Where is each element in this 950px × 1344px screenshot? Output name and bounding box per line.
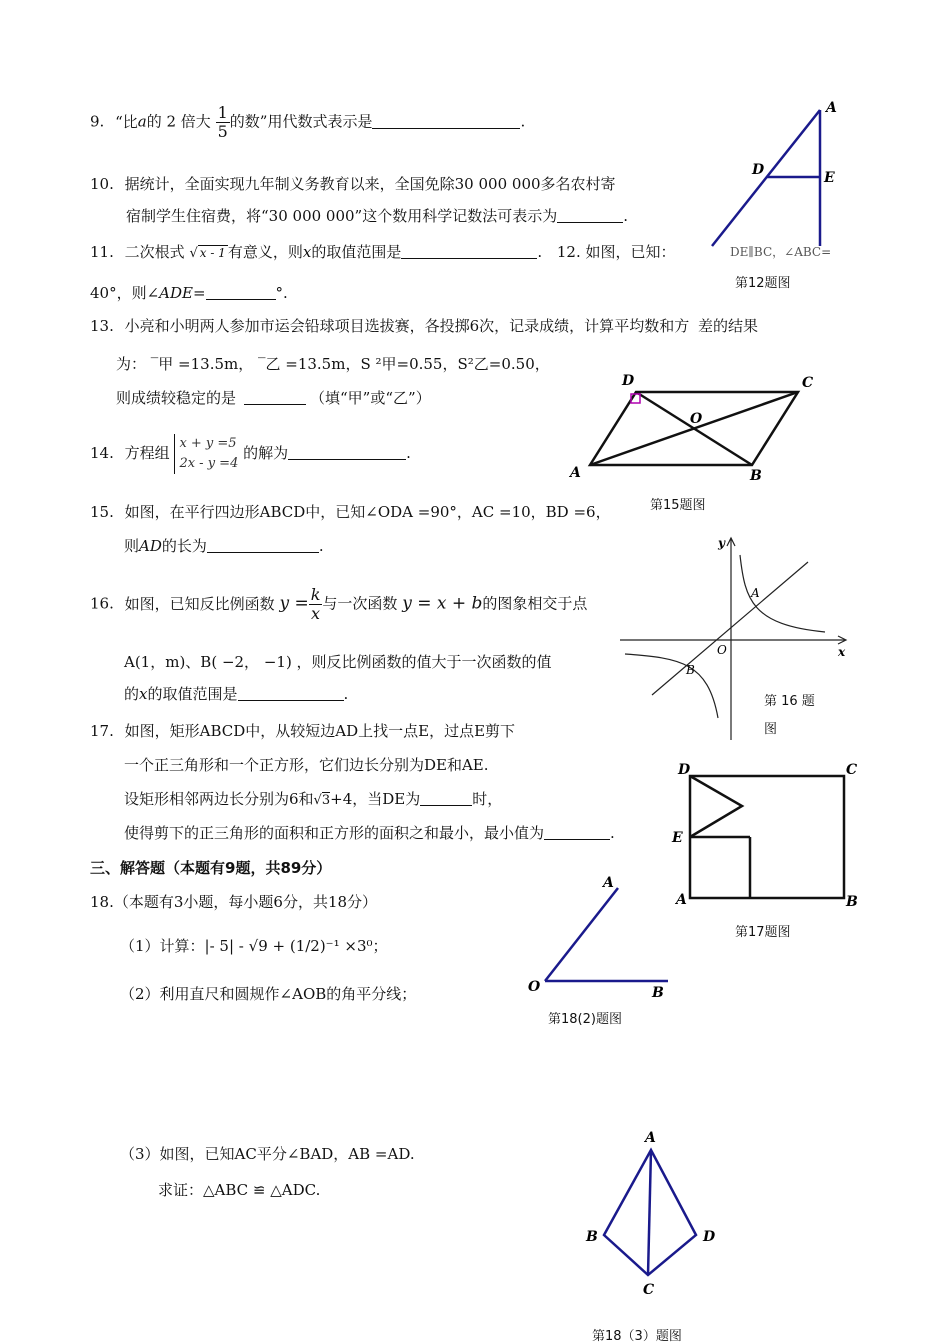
question-16-line3: 的x的取值范围是 . [124, 685, 349, 703]
q9-text-pre: “比 [115, 112, 138, 131]
caption-fig16: 第 16 题 [764, 694, 815, 709]
figure-15 [590, 392, 798, 465]
q11-radicand: x - 1 [199, 246, 226, 260]
caption-fig12: 第12题图 [735, 276, 791, 291]
question-9: 9. “比a的 2 倍大 $\frac{1}{5}$ 的数”用代数式表示是 . [90, 103, 526, 141]
question-number: 17. [90, 722, 114, 740]
equation-system: x + y =5 2x - y =4 [174, 434, 238, 474]
question-number: 16. [90, 594, 114, 613]
question-18: 18.（本题有3小题，每小题6分，共18分） [90, 893, 378, 911]
figure-12 [712, 110, 820, 246]
q9-fraction: $\frac{1}{5}$ [217, 103, 228, 141]
fig17-label-D: D [678, 762, 691, 778]
figure-18-2 [545, 888, 668, 981]
fig18-3-label-B: B [586, 1229, 598, 1245]
question-number: 11. [90, 243, 114, 261]
question-13-line2: 为： ‾甲 =13.5m， ‾乙 =13.5m，S ²甲=0.55，S²乙=0.50， [116, 355, 550, 373]
fig18-3-label-C: C [643, 1282, 655, 1298]
caption-fig17: 第17题图 [735, 925, 791, 940]
fig17-triangle [690, 776, 742, 837]
question-number: 10. [90, 175, 114, 193]
question-13-line3: 则成绩较稳定的是 （填“甲”或“乙”） [116, 389, 431, 407]
question-14: 14. 方程组 x + y =5 2x - y =4 的解为 . [90, 434, 411, 474]
question-number: 9. [90, 112, 105, 131]
fig15-label-D: D [622, 373, 635, 389]
caption-fig18-3: 第18（3）题图 [592, 1329, 682, 1344]
fig15-diagonal-BD [636, 392, 752, 465]
question-16: 16. 如图，已知反比例函数 y = $\frac{k}{x}$ 与一次函数 y = x + b的图象相交于点 [90, 585, 588, 623]
fig18-3-diagonal-AC [648, 1150, 651, 1275]
question-18-part1: （1）计算：|- 5| - √9 + (1/2)⁻¹ ×3⁰； [120, 937, 388, 955]
question-number: 12. [556, 243, 581, 261]
question-17-line3: 设矩形相邻两边长分别为6和√3+4，当DE为 时， [124, 790, 503, 808]
fig17-label-A: A [676, 892, 687, 908]
fig16-label-O: O [717, 643, 727, 657]
caption-fig18-2: 第18(2)题图 [548, 1012, 622, 1027]
question-10-cont: 宿制学生住宿费，将“30 000 000”这个数用科学记数法可表示为 . [126, 207, 629, 225]
caption-fig16-cont: 图 [764, 722, 778, 737]
question-18-part3-proof: 求证：△ABC ≌ △ADC. [158, 1181, 321, 1199]
fig17-label-C: C [846, 762, 858, 778]
question-12-cont: 40°，则∠ADE= °. [90, 284, 288, 302]
fig15-label-B: B [750, 468, 762, 484]
fig15-label-A: A [570, 465, 581, 481]
question-15-cont: 则AD的长为 . [124, 537, 324, 555]
question-11: 11. 二次根式 √ x - 1 有意义，则x的取值范围是 . 12. 如图，已知： [90, 243, 676, 261]
fig12-label-E: E [824, 170, 835, 186]
q12-condition: DE∥BC，∠ABC= [730, 245, 832, 259]
fig18-2-label-O: O [528, 979, 541, 995]
q10-line1: 据统计，全面实现九年制义务教育以来，全国免除30 000 000多名农村寄 [124, 175, 616, 193]
caption-fig15: 第15题图 [650, 498, 706, 513]
fig18-2-label-A: A [603, 875, 614, 891]
q9-text-post: 的数”用代数式表示是 [229, 112, 373, 131]
fig12-label-D: D [752, 162, 765, 178]
q9-variable: a [137, 112, 147, 131]
fig18-3-label-D: D [703, 1229, 716, 1245]
fig16-label-y: y [718, 536, 725, 550]
question-number: 18. [90, 893, 114, 911]
fig16-linear-function [652, 562, 808, 695]
section-heading: 三、解答题（本题有9题，共89分） [90, 859, 332, 877]
q16-fraction: $\frac{k}{x}$ [310, 585, 321, 623]
figure-16 [620, 538, 846, 740]
question-number: 13. [90, 317, 114, 335]
figure-18-3 [604, 1150, 696, 1275]
question-18-part3: （3）如图，已知AC平分∠BAD，AB =AD. [120, 1145, 415, 1163]
question-17-line2: 一个正三角形和一个正方形，它们边长分别为DE和AE. [124, 756, 489, 774]
question-17-line4: 使得剪下的正三角形的面积和正方形的面积之和最小，最小值为 . [124, 824, 615, 842]
fig18-2-ray-OA [545, 888, 618, 981]
q9-text-mid: 的 2 倍大 [146, 112, 211, 131]
fig16-label-B: B [686, 663, 695, 677]
fig18-3-label-A: A [645, 1130, 656, 1146]
question-17: 17. 如图，矩形ABCD中，从较短边AD上找一点E，过点E剪下 [90, 722, 516, 740]
question-15: 15. 如图，在平行四边形ABCD中，已知∠ODA =90°，AC =10，BD =6， [90, 503, 611, 521]
fig12-label-A: A [826, 100, 837, 116]
figure-17 [690, 776, 844, 898]
fig16-label-A: A [751, 586, 760, 600]
question-13: 13. 小亮和小明两人参加市运会铅球项目选拔赛，各投掷6次，记录成绩，计算平均数和方 差的结果 [90, 317, 758, 335]
fig16-hyperbola-branch-2 [625, 654, 718, 718]
sqrt-symbol: √ [189, 246, 198, 261]
fig17-label-E: E [672, 830, 683, 846]
question-number: 14. [90, 444, 114, 462]
fig16-label-x: x [838, 645, 846, 659]
question-number: 15. [90, 503, 114, 521]
q10-line2: 宿制学生住宿费，将“30 000 000”这个数用科学记数法可表示为 [126, 207, 558, 225]
fig15-label-O: O [690, 411, 703, 427]
fig18-2-label-B: B [652, 985, 664, 1001]
question-16-line2: A(1，m)、B( −2， −1) ，则反比例函数的值大于一次函数的值 [124, 653, 552, 671]
question-18-part2: （2）利用直尺和圆规作∠AOB的角平分线； [120, 985, 417, 1003]
fig15-label-C: C [802, 375, 814, 391]
fig17-label-B: B [846, 894, 858, 910]
